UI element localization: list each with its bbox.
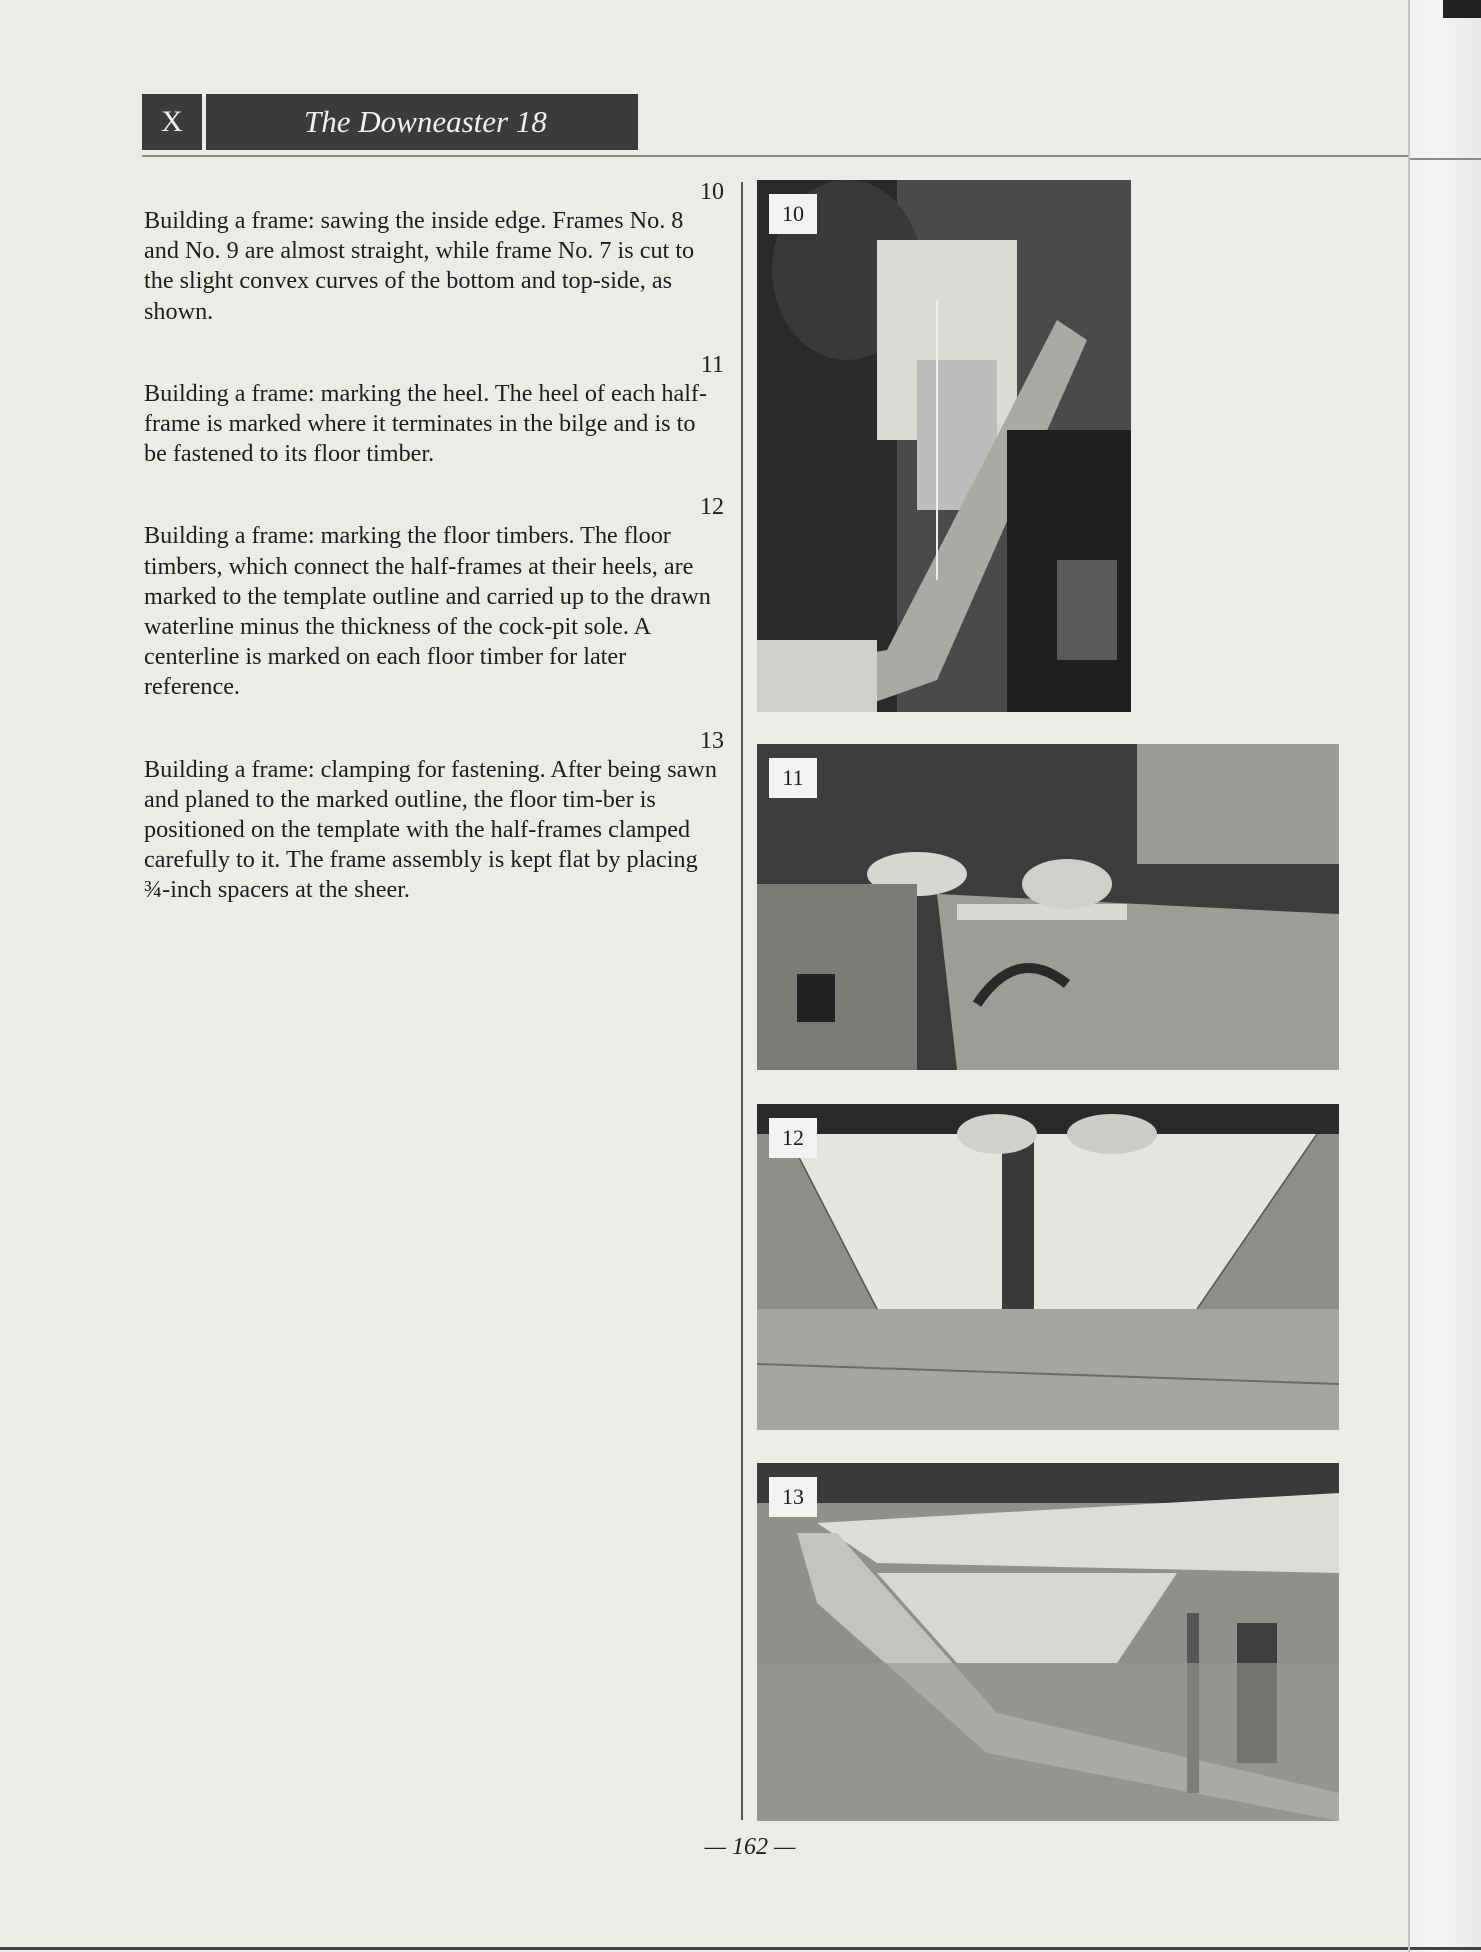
facing-page-rule [1410,158,1481,160]
caption-10 [144,178,724,327]
facing-page-edge [1408,0,1481,1952]
caption-column [144,178,724,930]
photo-label: 12 [769,1118,817,1158]
facing-page-bottom-edge [1410,1947,1481,1950]
scan-bottom-edge [0,1947,1410,1950]
page-number: — 162 — [704,1834,796,1860]
caption-text: Building a frame: marking the floor timbers. The floor timbers, which connect the half-frames at their heels, are marked to the template outline and carried up to the drawn waterline minus the thickness of the cock-pit sole. A centerline is marked on each floor timber for later reference. [144,522,711,701]
caption-12 [144,493,724,702]
chapter-header [142,94,638,150]
chapter-title: The Downeaster 18 [304,104,547,139]
caption-number: 13 [700,727,724,754]
caption-11 [144,351,724,470]
caption-number: 10 [700,179,724,205]
photo-label: 11 [769,758,817,798]
photo-10-image [757,180,1131,712]
caption-number: 12 [700,494,724,521]
photo-13-image [757,1463,1339,1821]
caption-number: 11 [700,351,724,378]
caption-text: Building a frame: marking the heel. The heel of each half-frame is marked where it terminates in the bilge and is to be fastened to its floor timber. [144,379,708,468]
photo-11-marking-heel [757,744,1339,1070]
caption-13 [144,727,724,906]
photo-13-clamping [757,1463,1339,1821]
photo-12-marking-floor-timbers [757,1104,1339,1430]
photo-11-image [757,744,1339,1070]
chapter-number: X [142,94,206,150]
caption-text: Building a frame: sawing the inside edge. Frames No. 8 and No. 9 are almost straight, while frame No. 7 is cut to the slight convex curves of the bottom and top-side, as shown. [144,207,695,325]
binding-shadow [1443,0,1481,18]
caption-text: Building a frame: clamping for fastening. After being sawn and planed to the marked outline, the floor tim-ber is positioned on the template with the half-frames clamped carefully to it. The frame assembly is kept flat by placing ¾-inch spacers at the sheer. [144,755,717,904]
photo-label: 13 [769,1477,817,1517]
photo-label: 10 [769,194,817,234]
photo-10-sawing [757,180,1131,712]
column-divider [741,182,743,1820]
header-rule [142,155,1410,157]
photo-12-image [757,1104,1339,1430]
